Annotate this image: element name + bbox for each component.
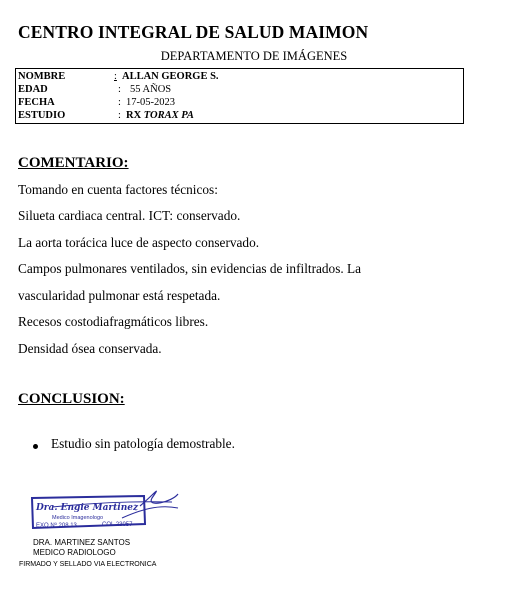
- patient-name-value: ALLAN GEORGE S.: [122, 71, 219, 82]
- bullet-icon: [33, 444, 38, 449]
- patient-name-separator: :: [114, 71, 117, 82]
- patient-date-value: 17-05-2023: [126, 97, 175, 108]
- comment-line: Recesos costodiafragmáticos libres.: [18, 314, 209, 329]
- study-type: RX: [126, 110, 144, 121]
- study-view: TORAX PA: [143, 110, 194, 121]
- stamp-role: Medico Imagenologo: [52, 515, 104, 521]
- comment-line: La aorta torácica luce de aspecto conservado.: [18, 235, 260, 250]
- patient-age-separator: :: [118, 84, 121, 95]
- conclusion-item: Estudio sin patología demostrable.: [51, 436, 235, 451]
- patient-age-value: 55 AÑOS: [130, 84, 172, 95]
- doctor-title: MEDICO RADIOLOGO: [33, 548, 116, 557]
- doctor-name: DRA. MARTINEZ SANTOS: [33, 538, 131, 547]
- patient-date-separator: :: [118, 97, 121, 108]
- patient-age-label: EDAD: [18, 84, 48, 95]
- patient-info-box: [15, 68, 464, 124]
- comment-heading: COMENTARIO:: [18, 155, 129, 171]
- comment-line: Silueta cardiaca central. ICT: conservado.: [18, 208, 241, 223]
- clinic-title: CENTRO INTEGRAL DE SALUD MAIMON: [18, 22, 369, 42]
- stamp-exq: EXQ Nº 208 13: [36, 523, 77, 529]
- department-name: DEPARTAMENTO DE IMÁGENES: [160, 49, 348, 63]
- doctor-stamp-signature: [22, 484, 182, 540]
- stamp-name: Dra. Engie Martinez: [36, 503, 139, 513]
- comment-line: Campos pulmonares ventilados, sin evidencias de infiltrados. La: [18, 261, 362, 276]
- patient-name-label: NOMBRE: [18, 71, 66, 82]
- comment-line: Densidad ósea conservada.: [18, 341, 162, 356]
- conclusion-heading: CONCLUSION:: [18, 391, 125, 407]
- patient-date-label: FECHA: [18, 97, 55, 108]
- comment-line: Tomando en cuenta factores técnicos:: [18, 182, 218, 197]
- comment-line: vascularidad pulmonar está respetada.: [18, 288, 221, 303]
- signature-footer: FIRMADO Y SELLADO VIA ELECTRONICA: [19, 561, 157, 568]
- patient-study-label: ESTUDIO: [18, 110, 66, 121]
- patient-study-separator: :: [118, 110, 121, 121]
- patient-study-value: [126, 109, 194, 122]
- stamp-col: COL 23057: [102, 522, 133, 528]
